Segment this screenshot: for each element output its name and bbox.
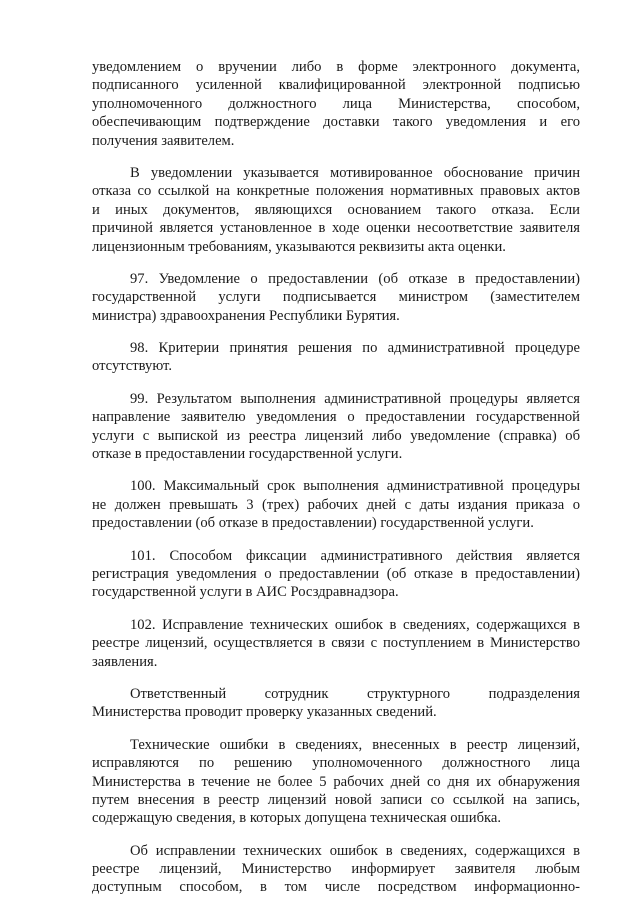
paragraph-line: направление заявителю уведомления о предоставлении государственной (92, 409, 580, 426)
paragraph-line: реестре лицензий, Министерство информирует заявителя любым (92, 861, 580, 878)
paragraph (92, 547, 580, 602)
paragraph-line: Министерства в течение не более 5 рабочих дней со дня их обнаружения (92, 773, 580, 790)
paragraph-line: отсутствуют. (92, 358, 172, 375)
paragraph-line: реестре лицензий, осуществляется в связи с поступлением в Министерство (92, 635, 580, 652)
paragraph-line: 99. Результатом выполнения административной процедуры является (130, 390, 580, 407)
paragraph-line: получения заявителем. (92, 132, 235, 149)
paragraph-line: 101. Способом фиксации административного действия является (130, 547, 580, 564)
paragraph-line: заявления. (92, 653, 158, 670)
paragraph-line: отказе в предоставлении государственной услуги. (92, 446, 403, 463)
paragraph (92, 736, 580, 828)
paragraph (92, 685, 580, 722)
paragraph-line: отказа со ссылкой на конкретные положения нормативных правовых актов (92, 183, 580, 200)
paragraph (92, 58, 580, 150)
paragraph-line: Ответственный сотрудник структурного подразделения (130, 685, 580, 702)
paragraph-line: Технические ошибки в сведениях, внесенных в реестр лицензий, (130, 736, 580, 753)
paragraph-line: уведомлением о вручении либо в форме электронного документа, (92, 59, 580, 75)
paragraph-line: подписанного усиленной квалифицированной электронной подписью (92, 77, 580, 94)
paragraph-line: 102. Исправление технических ошибок в сведениях, содержащихся в (130, 616, 580, 633)
paragraph-line: 100. Максимальный срок выполнения административной процедуры (130, 478, 580, 495)
paragraph (92, 842, 580, 897)
paragraph (92, 339, 580, 376)
paragraph-line: В уведомлении указывается мотивированное обоснование причин (130, 164, 580, 181)
paragraph-line: и иных документов, являющихся основанием такого отказа. Если (92, 201, 580, 218)
paragraph-line: государственной услуги в АИС Росздравнадзора. (92, 584, 399, 601)
paragraph-line: 97. Уведомление о предоставлении (об отказе в предоставлении) (130, 270, 580, 287)
paragraph-line: Об исправлении технических ошибок в сведениях, содержащихся в (130, 842, 580, 859)
document-page (92, 58, 580, 911)
paragraph (92, 164, 580, 256)
paragraph (92, 390, 580, 464)
paragraph-line: государственной услуги подписывается министром (заместителем (92, 289, 580, 306)
paragraph (92, 477, 580, 532)
paragraph (92, 270, 580, 325)
paragraph-line: уполномоченного должностного лица Министерства, способом, (92, 95, 580, 112)
paragraph-line: обеспечивающим подтверждение доставки такого уведомления и его (92, 114, 580, 131)
paragraph-line: услуги с выпиской из реестра лицензий либо уведомление (справка) об (92, 427, 580, 444)
paragraph (92, 616, 580, 671)
paragraph-line: 98. Критерии принятия решения по административной процедуре (130, 340, 580, 357)
paragraph-line: предоставлении (об отказе в предоставлении) государственной услуги. (92, 515, 534, 532)
paragraph-line: исправляются по решению уполномоченного должностного лица (92, 755, 580, 772)
paragraph-line: лицензионным требованиям, указываются реквизиты акта оценки. (92, 238, 506, 255)
paragraph-line: путем внесения в реестр лицензий новой записи со ссылкой на запись, (92, 791, 580, 808)
paragraph-line: Министерства проводит проверку указанных сведений. (92, 704, 437, 721)
paragraph-line: регистрация уведомления о предоставлении (об отказе в предоставлении) (92, 565, 580, 582)
paragraph-line: не должен превышать 3 (трех) рабочих дней с даты издания приказа о (92, 496, 580, 513)
paragraph-line: министра) здравоохранения Республики Бурятия. (92, 307, 400, 324)
paragraph-line: доступным способом, в том числе посредством информационно- (92, 879, 580, 896)
paragraph-line: причиной является установленное в ходе оценки несоответствие заявителя (92, 220, 580, 237)
paragraph-line: содержащую сведения, в которых допущена техническая ошибка. (92, 810, 502, 827)
